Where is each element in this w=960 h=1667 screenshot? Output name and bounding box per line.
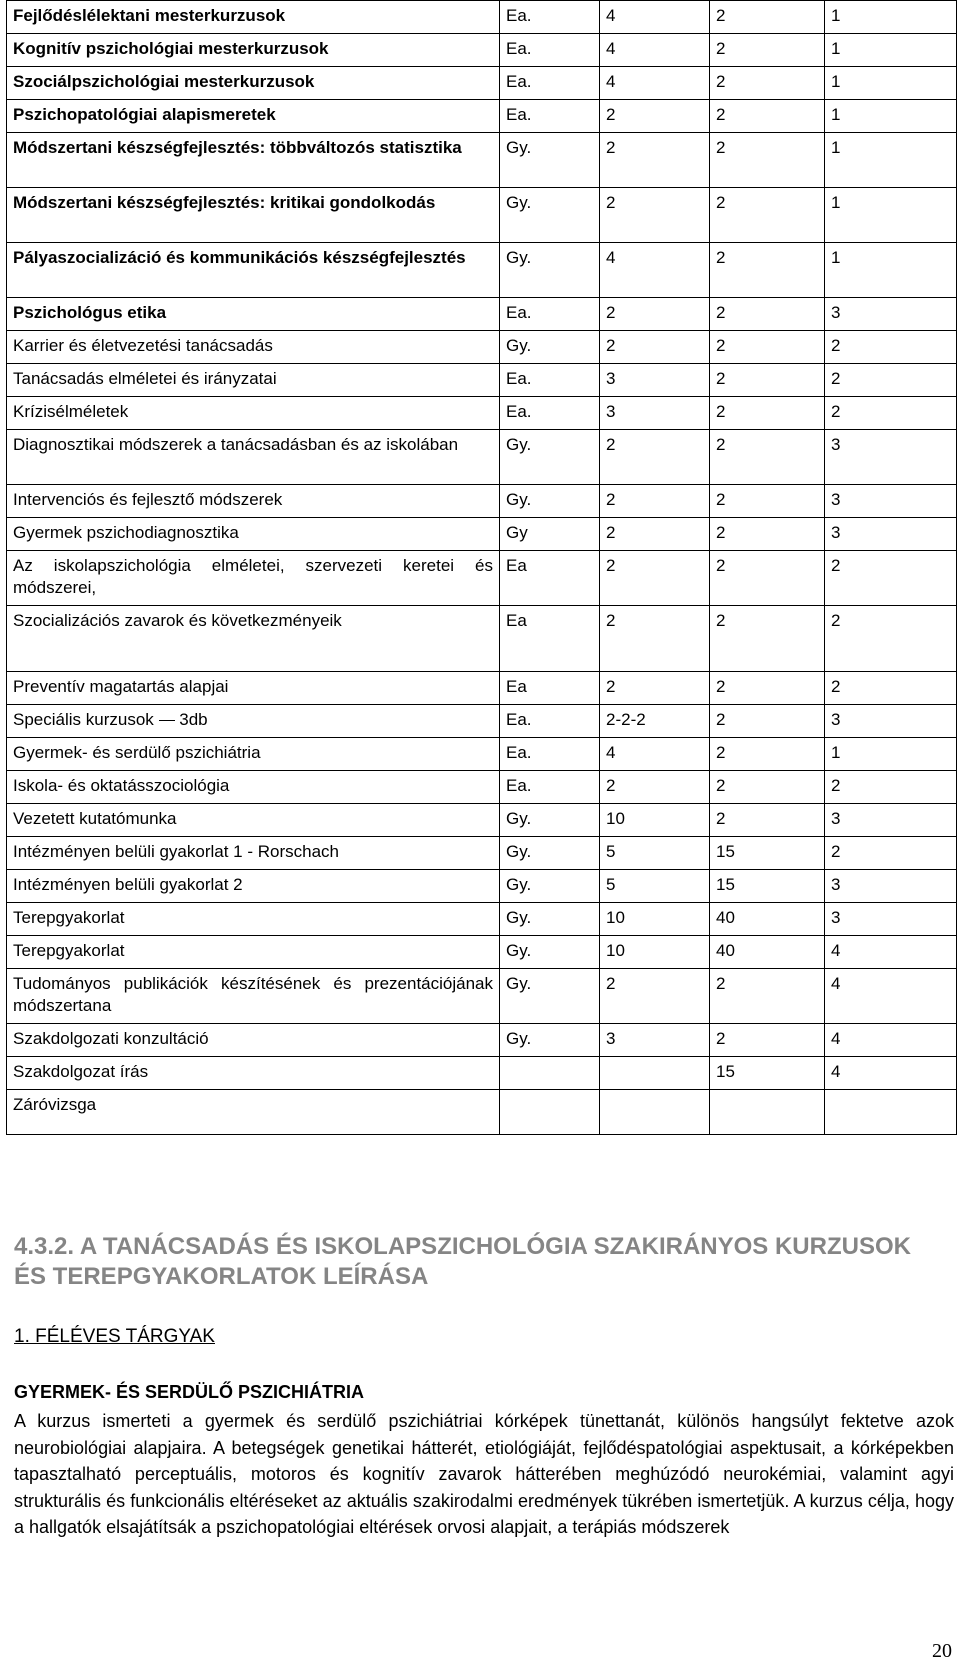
table-row bbox=[7, 430, 957, 485]
table-row bbox=[7, 34, 957, 67]
course-table bbox=[6, 0, 957, 1135]
course-name: Intézményen belüli gyakorlat 1 - Rorschach bbox=[7, 837, 500, 870]
course-name: Diagnosztikai módszerek a tanácsadásban és az iskolában bbox=[7, 430, 500, 485]
course-value-3: 2 bbox=[825, 771, 957, 804]
page-number: 20 bbox=[932, 1640, 952, 1662]
course-type: Gy. bbox=[500, 870, 600, 903]
section-heading: 4.3.2. A TANÁCSADÁS ÉS ISKOLAPSZICHOLÓGIA SZAKIRÁNYOS KURZUSOK ÉS TEREPGYAKORLATOK LEÍRÁSA bbox=[14, 1233, 911, 1290]
course-value-2: 2 bbox=[710, 100, 825, 133]
course-type: Ea. bbox=[500, 397, 600, 430]
course-type: Gy. bbox=[500, 485, 600, 518]
course-value-2: 2 bbox=[710, 133, 825, 188]
table-row bbox=[7, 551, 957, 606]
table-row bbox=[7, 903, 957, 936]
course-value-3: 1 bbox=[825, 1, 957, 34]
course-name: Az iskolapszichológia elméletei, szervezeti keretei és módszerei, bbox=[7, 551, 500, 606]
course-value-1: 4 bbox=[600, 34, 710, 67]
course-name: Pszichológus etika bbox=[7, 298, 500, 331]
course-value-3: 3 bbox=[825, 903, 957, 936]
course-value-2: 15 bbox=[710, 837, 825, 870]
table-row bbox=[7, 188, 957, 243]
table-row bbox=[7, 1024, 957, 1057]
course-name: Pályaszocializáció és kommunikációs készségfejlesztés bbox=[7, 243, 500, 298]
course-value-3 bbox=[825, 1090, 957, 1135]
table-row bbox=[7, 606, 957, 672]
course-name: Módszertani készségfejlesztés: többváltozós statisztika bbox=[7, 133, 500, 188]
course-value-1: 2 bbox=[600, 518, 710, 551]
course-value-2: 2 bbox=[710, 705, 825, 738]
course-value-2: 40 bbox=[710, 936, 825, 969]
course-value-1: 2 bbox=[600, 551, 710, 606]
table-row bbox=[7, 1090, 957, 1135]
course-type bbox=[500, 1057, 600, 1090]
course-value-3: 2 bbox=[825, 364, 957, 397]
course-type: Ea. bbox=[500, 67, 600, 100]
course-value-3: 2 bbox=[825, 672, 957, 705]
course-type: Gy. bbox=[500, 804, 600, 837]
course-name: Preventív magatartás alapjai bbox=[7, 672, 500, 705]
course-value-1: 2 bbox=[600, 430, 710, 485]
course-value-3: 1 bbox=[825, 243, 957, 298]
course-value-1: 10 bbox=[600, 804, 710, 837]
table-row bbox=[7, 870, 957, 903]
course-value-3: 3 bbox=[825, 298, 957, 331]
course-value-1: 2 bbox=[600, 969, 710, 1024]
course-name: Pszichopatológiai alapismeretek bbox=[7, 100, 500, 133]
course-value-2: 2 bbox=[710, 606, 825, 672]
course-value-1: 2 bbox=[600, 606, 710, 672]
course-value-3: 1 bbox=[825, 738, 957, 771]
course-type: Ea. bbox=[500, 34, 600, 67]
course-type: Ea. bbox=[500, 705, 600, 738]
course-name: Szociálpszichológiai mesterkurzusok bbox=[7, 67, 500, 100]
course-value-3: 4 bbox=[825, 936, 957, 969]
course-value-3: 1 bbox=[825, 34, 957, 67]
course-title: GYERMEK- ÉS SERDÜLŐ PSZICHIÁTRIA bbox=[14, 1382, 365, 1402]
course-value-2: 2 bbox=[710, 298, 825, 331]
course-value-1: 5 bbox=[600, 837, 710, 870]
course-value-3: 4 bbox=[825, 969, 957, 1024]
semester-heading: 1. FÉLÉVES TÁRGYAK bbox=[14, 1326, 215, 1347]
course-type: Gy. bbox=[500, 1024, 600, 1057]
table-row bbox=[7, 397, 957, 430]
course-type: Gy. bbox=[500, 188, 600, 243]
table-row bbox=[7, 243, 957, 298]
course-value-2: 2 bbox=[710, 331, 825, 364]
course-value-1: 2 bbox=[600, 331, 710, 364]
course-name: Módszertani készségfejlesztés: kritikai gondolkodás bbox=[7, 188, 500, 243]
course-value-2: 15 bbox=[710, 1057, 825, 1090]
course-value-1: 2 bbox=[600, 485, 710, 518]
course-value-1 bbox=[600, 1057, 710, 1090]
course-name-suffix: 3db bbox=[179, 710, 208, 729]
course-type: Gy. bbox=[500, 243, 600, 298]
course-type: Ea. bbox=[500, 364, 600, 397]
table-row bbox=[7, 364, 957, 397]
table-row bbox=[7, 331, 957, 364]
course-value-3: 2 bbox=[825, 551, 957, 606]
course-type: Ea bbox=[500, 551, 600, 606]
course-type: Gy. bbox=[500, 903, 600, 936]
course-type: Gy bbox=[500, 518, 600, 551]
course-value-2: 2 bbox=[710, 397, 825, 430]
course-value-3: 2 bbox=[825, 606, 957, 672]
table-row bbox=[7, 298, 957, 331]
dash-separator bbox=[159, 720, 175, 721]
course-name: Kognitív pszichológiai mesterkurzusok bbox=[7, 34, 500, 67]
course-value-3: 2 bbox=[825, 331, 957, 364]
course-type: Ea. bbox=[500, 298, 600, 331]
course-value-3: 2 bbox=[825, 397, 957, 430]
course-value-1: 2 bbox=[600, 298, 710, 331]
course-value-3: 1 bbox=[825, 188, 957, 243]
course-name: Záróvizsga bbox=[7, 1090, 500, 1135]
course-value-1: 4 bbox=[600, 738, 710, 771]
course-type: Ea. bbox=[500, 771, 600, 804]
course-type: Gy. bbox=[500, 133, 600, 188]
course-name: Gyermek- és serdülő pszichiátria bbox=[7, 738, 500, 771]
course-value-3: 2 bbox=[825, 837, 957, 870]
course-value-1: 4 bbox=[600, 1, 710, 34]
course-value-1: 2 bbox=[600, 100, 710, 133]
course-value-2: 2 bbox=[710, 364, 825, 397]
course-name bbox=[7, 705, 500, 738]
table-row bbox=[7, 936, 957, 969]
course-value-1: 10 bbox=[600, 903, 710, 936]
table-row bbox=[7, 738, 957, 771]
course-value-2: 2 bbox=[710, 804, 825, 837]
course-name: Terepgyakorlat bbox=[7, 936, 500, 969]
course-value-1: 3 bbox=[600, 1024, 710, 1057]
course-value-1: 2-2-2 bbox=[600, 705, 710, 738]
course-value-1: 2 bbox=[600, 771, 710, 804]
course-value-1: 3 bbox=[600, 364, 710, 397]
course-value-2: 40 bbox=[710, 903, 825, 936]
course-value-2: 2 bbox=[710, 430, 825, 485]
course-name: Terepgyakorlat bbox=[7, 903, 500, 936]
table-row bbox=[7, 705, 957, 738]
course-name: Karrier és életvezetési tanácsadás bbox=[7, 331, 500, 364]
course-value-3: 3 bbox=[825, 430, 957, 485]
course-value-1: 5 bbox=[600, 870, 710, 903]
course-value-3: 1 bbox=[825, 67, 957, 100]
course-value-1: 2 bbox=[600, 188, 710, 243]
course-value-3: 3 bbox=[825, 870, 957, 903]
course-value-1: 2 bbox=[600, 672, 710, 705]
course-type: Gy. bbox=[500, 837, 600, 870]
course-value-1: 3 bbox=[600, 397, 710, 430]
course-value-2: 2 bbox=[710, 188, 825, 243]
table-row bbox=[7, 133, 957, 188]
course-type: Ea bbox=[500, 672, 600, 705]
course-value-2: 2 bbox=[710, 34, 825, 67]
table-row bbox=[7, 100, 957, 133]
course-type: Gy. bbox=[500, 936, 600, 969]
course-value-2: 2 bbox=[710, 243, 825, 298]
table-row bbox=[7, 1, 957, 34]
course-value-2: 2 bbox=[710, 1, 825, 34]
table-row bbox=[7, 969, 957, 1024]
course-value-1 bbox=[600, 1090, 710, 1135]
table-row bbox=[7, 837, 957, 870]
course-value-3: 3 bbox=[825, 485, 957, 518]
course-value-1: 10 bbox=[600, 936, 710, 969]
course-value-1: 4 bbox=[600, 243, 710, 298]
table-row bbox=[7, 672, 957, 705]
course-type: Ea bbox=[500, 606, 600, 672]
course-type: Ea. bbox=[500, 100, 600, 133]
course-name: Szakdolgozati konzultáció bbox=[7, 1024, 500, 1057]
table-row bbox=[7, 518, 957, 551]
table-row bbox=[7, 67, 957, 100]
course-value-3: 3 bbox=[825, 705, 957, 738]
course-value-2: 2 bbox=[710, 969, 825, 1024]
course-description: A kurzus ismerteti a gyermek és serdülő pszichiátriai kórképek tünettanát, különös hangsúlyt fektetve azok neurobiológiai alapjaira. A betegségek genetikai hátterét, etiológiáját, fejlődéspatológiai aspektusait, a kórképekben tapasztalható perceptuális, motoros és kognitív zavarok hátterében meghúzódó neurokémiai, valamint agyi strukturális és funkcionális eltéréseket az aktuális szakirodalmi eredmények tükrében ismertetjük. A kurzus célja, hogy a hallgatók elsajátítsák a pszichopatológiai eltérések orvosi alapjait, a terápiás módszerek bbox=[14, 1411, 954, 1537]
course-value-2: 2 bbox=[710, 738, 825, 771]
course-name: Intervenciós és fejlesztő módszerek bbox=[7, 485, 500, 518]
course-value-2: 2 bbox=[710, 672, 825, 705]
course-name: Gyermek pszichodiagnosztika bbox=[7, 518, 500, 551]
course-name: Intézményen belüli gyakorlat 2 bbox=[7, 870, 500, 903]
table-row bbox=[7, 804, 957, 837]
course-value-3: 3 bbox=[825, 518, 957, 551]
course-name: Vezetett kutatómunka bbox=[7, 804, 500, 837]
course-value-2: 2 bbox=[710, 771, 825, 804]
table-row bbox=[7, 1057, 957, 1090]
course-type: Gy. bbox=[500, 430, 600, 485]
course-value-2: 2 bbox=[710, 1024, 825, 1057]
course-name-main: Speciális kurzusok bbox=[13, 710, 154, 729]
course-value-2: 2 bbox=[710, 485, 825, 518]
course-value-3: 1 bbox=[825, 100, 957, 133]
course-value-3: 1 bbox=[825, 133, 957, 188]
course-name: Iskola- és oktatásszociológia bbox=[7, 771, 500, 804]
course-type bbox=[500, 1090, 600, 1135]
course-value-2: 2 bbox=[710, 518, 825, 551]
course-type: Ea. bbox=[500, 738, 600, 771]
table-row bbox=[7, 771, 957, 804]
course-type: Gy. bbox=[500, 969, 600, 1024]
course-value-2: 2 bbox=[710, 67, 825, 100]
course-value-3: 3 bbox=[825, 804, 957, 837]
course-name: Szakdolgozat írás bbox=[7, 1057, 500, 1090]
course-name: Szocializációs zavarok és következményeik bbox=[7, 606, 500, 672]
course-value-1: 2 bbox=[600, 133, 710, 188]
course-name: Krízisélméletek bbox=[7, 397, 500, 430]
course-name: Tanácsadás elméletei és irányzatai bbox=[7, 364, 500, 397]
course-type: Gy. bbox=[500, 331, 600, 364]
course-value-2: 2 bbox=[710, 551, 825, 606]
course-value-2: 15 bbox=[710, 870, 825, 903]
course-value-3: 4 bbox=[825, 1057, 957, 1090]
course-name: Fejlődéslélektani mesterkurzusok bbox=[7, 1, 500, 34]
course-value-2 bbox=[710, 1090, 825, 1135]
course-value-1: 4 bbox=[600, 67, 710, 100]
table-row bbox=[7, 485, 957, 518]
course-value-3: 4 bbox=[825, 1024, 957, 1057]
course-type: Ea. bbox=[500, 1, 600, 34]
course-name: Tudományos publikációk készítésének és prezentációjának módszertana bbox=[7, 969, 500, 1024]
